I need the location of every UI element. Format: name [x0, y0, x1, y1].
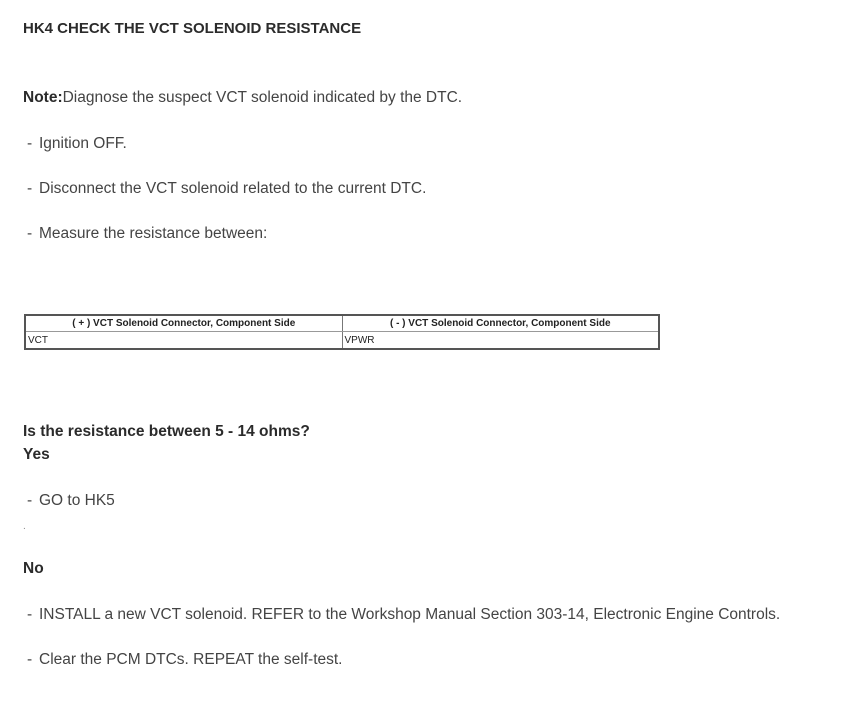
step-item: [27, 225, 267, 243]
table-cell-positive-pin: VCT: [25, 332, 342, 350]
yes-step-item: [27, 492, 115, 510]
no-step-item: [27, 651, 342, 669]
step-dash: -: [27, 492, 33, 509]
table-header-positive: ( + ) VCT Solenoid Connector, Component Side: [25, 315, 342, 332]
step-dash: -: [27, 606, 33, 623]
table-header-negative: ( - ) VCT Solenoid Connector, Component Side: [342, 315, 659, 332]
no-step-text: Clear the PCM DTCs. REPEAT the self-test.: [39, 651, 343, 668]
page-title: HK4 CHECK THE VCT SOLENOID RESISTANCE: [23, 20, 362, 37]
no-label: No: [23, 560, 44, 577]
note-paragraph: [23, 89, 462, 107]
table-row: [25, 332, 659, 350]
step-dash: -: [27, 135, 33, 152]
yes-step-text: GO to HK5: [39, 492, 115, 509]
resistance-spec-table: [24, 314, 660, 350]
step-text: Ignition OFF.: [39, 135, 127, 152]
step-dash: -: [27, 651, 33, 668]
resistance-question: Is the resistance between 5 - 14 ohms?: [23, 423, 310, 440]
step-item: [27, 180, 426, 198]
no-step-text: INSTALL a new VCT solenoid. REFER to the Workshop Manual Section 303-14, Electronic Engine Controls.: [39, 606, 781, 623]
step-dash: -: [27, 180, 33, 197]
step-dash: -: [27, 225, 33, 242]
table-header-row: [25, 315, 659, 332]
note-label: Note:: [23, 89, 63, 106]
step-text: Disconnect the VCT solenoid related to the current DTC.: [39, 180, 427, 197]
stray-mark: .: [23, 521, 26, 532]
yes-label: Yes: [23, 446, 50, 463]
table-cell-negative-pin: VPWR: [342, 332, 659, 350]
note-text: Diagnose the suspect VCT solenoid indicated by the DTC.: [62, 89, 463, 106]
step-item: [27, 135, 127, 153]
step-text: Measure the resistance between:: [39, 225, 268, 242]
no-step-item: [27, 606, 780, 624]
